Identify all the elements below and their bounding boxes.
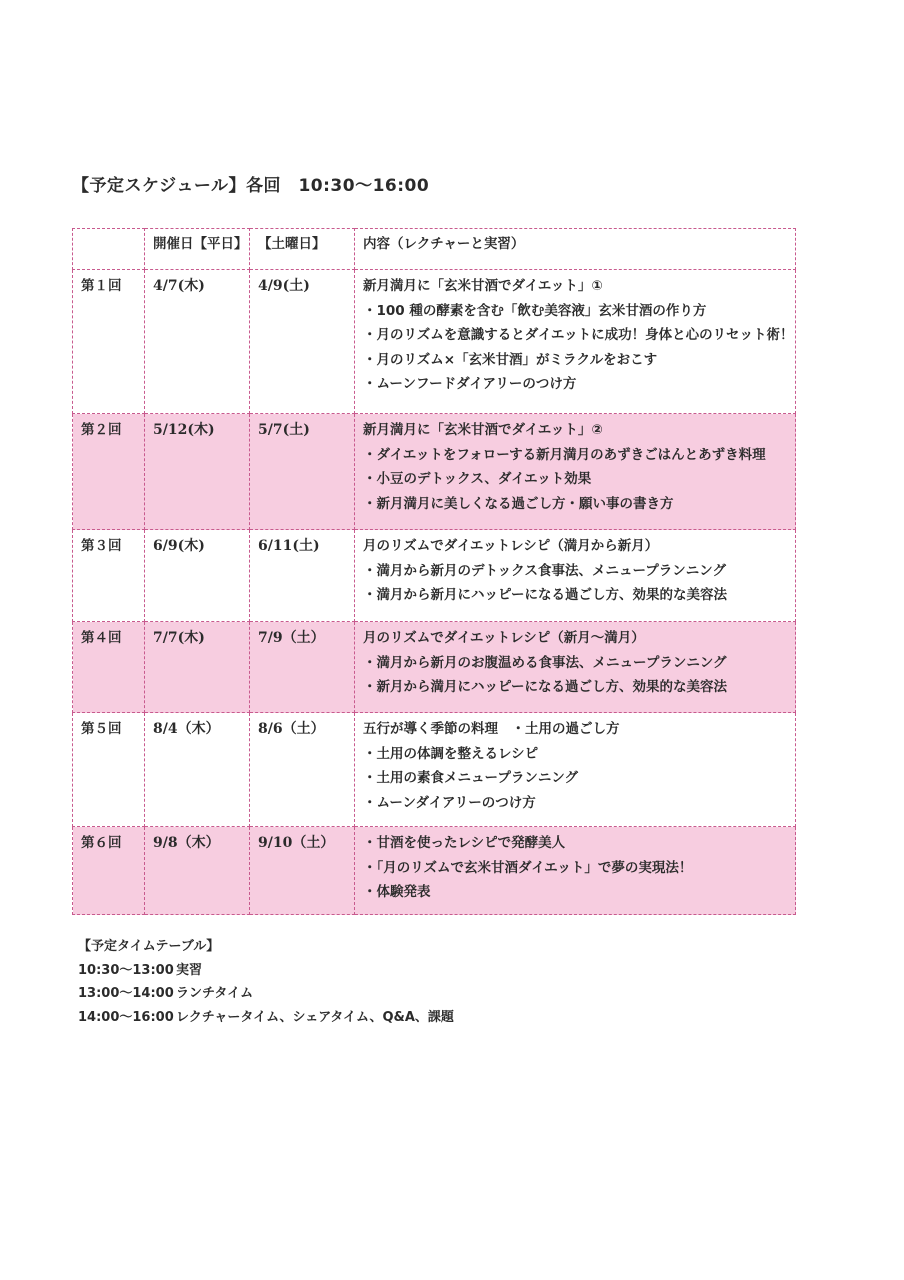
saturday-date-cell: 4/9(土)	[250, 270, 355, 414]
weekday-date-cell: 5/12(木)	[145, 414, 250, 530]
content-line: ・満月から新月のお腹温める食事法、メニュープランニング	[363, 654, 727, 671]
content-line: ・新月から満月にハッピーになる過ごし方、効果的な美容法	[363, 679, 727, 695]
timetable-heading: 【予定タイムテーブル】	[78, 939, 220, 954]
content-line: ・月のリズム×「玄米甘酒」がミラクルをおこす	[363, 351, 658, 368]
timetable-label: 実習	[176, 962, 203, 978]
weekday-date-cell: 8/4（木）	[145, 713, 250, 827]
table-header-row	[73, 229, 796, 270]
table-row	[73, 530, 796, 622]
saturday-date-cell: 7/9（土）	[250, 622, 355, 713]
content-cell	[355, 414, 796, 530]
content-line: ・土用の素食メニュープランニング	[363, 770, 579, 786]
timetable-item	[78, 959, 454, 983]
content-line: ・月のリズムを意識するとダイエットに成功！身体と心のリセット術！	[363, 327, 794, 343]
content-line: ・満月から新月にハッピーになる過ごし方、効果的な美容法	[363, 587, 727, 603]
content-line: ・ムーンダイアリーのつけ方	[363, 794, 536, 811]
table-row	[73, 713, 796, 827]
table-row	[73, 622, 796, 713]
schedule-table	[72, 228, 796, 915]
saturday-date-cell: 6/11(土)	[250, 530, 355, 622]
weekday-date-cell: 6/9(木)	[145, 530, 250, 622]
content-line: 五行が導く季節の料理 ・土用の過ごし方	[363, 721, 620, 737]
timetable-label: ランチタイム	[176, 986, 254, 1001]
content-cell	[355, 713, 796, 827]
content-line: ・ダイエットをフォローする新月満月のあずきごはんとあずき料理	[363, 446, 766, 463]
content-line: 新月満月に「玄米甘酒でダイエット」①	[363, 278, 603, 294]
timetable-time: 13:00〜14:00	[78, 986, 174, 1001]
content-line: 新月満月に「玄米甘酒でダイエット」②	[363, 422, 603, 438]
header-cell-session	[73, 229, 145, 270]
content-line: 月のリズムでダイエットレシピ（満月から新月）	[363, 538, 659, 554]
weekday-date-cell: 7/7(木)	[145, 622, 250, 713]
content-cell	[355, 622, 796, 713]
session-cell: 第５回	[73, 713, 145, 827]
timetable-time: 10:30〜13:00	[78, 962, 174, 978]
session-cell: 第６回	[73, 827, 145, 915]
weekday-date-cell: 4/7(木)	[145, 270, 250, 414]
session-cell: 第４回	[73, 622, 145, 713]
content-line: ・「月のリズムで玄米甘酒ダイエット」で夢の実現法！	[363, 859, 693, 876]
header-cell-content: 内容（レクチャーと実習）	[355, 229, 796, 270]
table-row	[73, 827, 796, 915]
timetable-label: レクチャータイム、シェアタイム、Q&A、課題	[176, 1009, 454, 1025]
saturday-date-cell: 9/10（土）	[250, 827, 355, 915]
saturday-date-cell: 5/7(土)	[250, 414, 355, 530]
content-cell	[355, 270, 796, 414]
header-cell-weekday: 開催日【平日】	[145, 229, 250, 270]
session-cell: 第１回	[73, 270, 145, 414]
table-row	[73, 414, 796, 530]
header-cell-saturday: 【土曜日】	[250, 229, 355, 270]
saturday-date-cell: 8/6（土）	[250, 713, 355, 827]
page-title: 【予定スケジュール】各回 10:30〜16:00	[72, 176, 430, 196]
timetable-item	[78, 982, 454, 1006]
content-line: ・甘酒を使ったレシピで発酵美人	[363, 835, 566, 851]
session-cell: 第３回	[73, 530, 145, 622]
content-line: 月のリズムでダイエットレシピ（新月〜満月）	[363, 630, 645, 646]
content-cell	[355, 827, 796, 915]
timetable-section	[78, 935, 454, 1029]
timetable-item	[78, 1006, 454, 1030]
content-line: ・ムーンフードダイアリーのつけ方	[363, 376, 577, 392]
content-line: ・小豆のデトックス、ダイエット効果	[363, 471, 592, 487]
timetable-time: 14:00〜16:00	[78, 1009, 174, 1025]
content-line: ・体験発表	[363, 884, 431, 900]
content-line: ・100 種の酵素を含む「飲む美容液」玄米甘酒の作り方	[363, 302, 707, 319]
weekday-date-cell: 9/8（木）	[145, 827, 250, 915]
content-line: ・土用の体調を整えるレシピ	[363, 745, 539, 762]
session-cell: 第２回	[73, 414, 145, 530]
content-cell	[355, 530, 796, 622]
content-line: ・新月満月に美しくなる過ごし方・願い事の書き方	[363, 495, 674, 512]
table-row	[73, 270, 796, 414]
content-line: ・満月から新月のデトックス食事法、メニュープランニング	[363, 562, 727, 579]
